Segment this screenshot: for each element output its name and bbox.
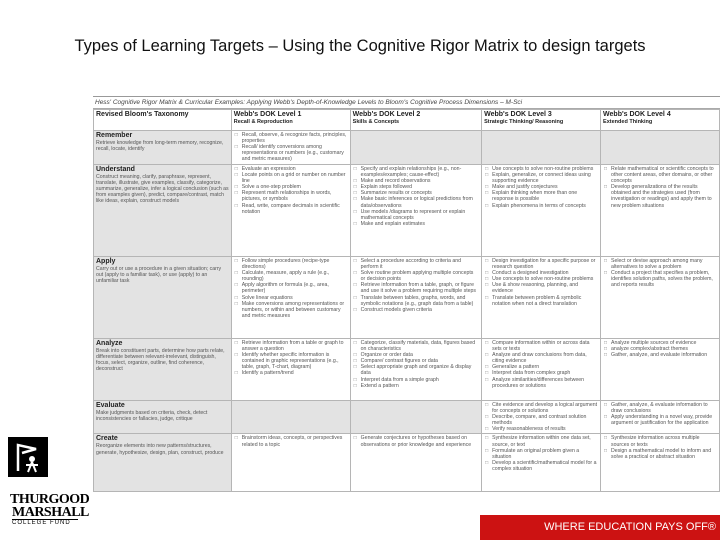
example-item: □ Cite evidence and develop a logical argument for concepts or solutions <box>492 402 598 414</box>
dok-1-cell <box>231 257 350 339</box>
example-item: □ Interpret data from complex graph <box>492 370 598 376</box>
matrix-row-evaluate <box>94 401 720 434</box>
example-item: □ Identify whether specific information is contained in graphic representations (e.g., table, graph, T-chart, diagram) <box>242 352 348 370</box>
example-item: □ Conduct a designed investigation <box>492 270 598 276</box>
example-item: □ Gather, analyze, & evaluate information to draw conclusions <box>611 402 717 414</box>
blooms-category-description: Retrieve knowledge from long-term memory, recognize, recall, locate, identify <box>96 140 224 153</box>
blooms-category-name: Evaluate <box>96 402 125 409</box>
example-list <box>353 435 479 447</box>
example-list <box>484 435 598 472</box>
flag-figure-icon <box>8 437 48 477</box>
dok-4-cell <box>601 131 720 165</box>
example-item: □ Explain thinking when more than one response is possible <box>492 190 598 202</box>
matrix-caption: Hess' Cognitive Rigor Matrix & Curricular Examples: Applying Webb's Depth-of-Knowledge Levels to Bloom's Cognitive Process Dimensions – M-Sci <box>93 97 720 109</box>
example-item: □ analyze complex/abstract themes <box>611 346 717 352</box>
example-item: □ Specify and explain relationships (e.g., non-examples/examples; cause-effect) <box>361 166 479 178</box>
example-item: □ Analyze similarities/differences between procedures or solutions <box>492 377 598 389</box>
example-item: □ Explain phenomena in terms of concepts <box>492 203 598 209</box>
header-blooms: Revised Bloom's Taxonomy <box>94 110 232 131</box>
example-item: □ Select appropriate graph and organize & display data <box>361 364 479 376</box>
example-item: □ Compare/ contrast figures or data <box>361 358 479 364</box>
example-item: □ Generalize a pattern <box>492 364 598 370</box>
example-item: □ Formulate an original problem given a situation <box>492 448 598 460</box>
dok-1-cell <box>231 165 350 257</box>
example-item: □ Use concepts to solve non-routine problems <box>492 276 598 282</box>
example-list <box>234 340 348 377</box>
dok-3-cell <box>482 434 601 492</box>
logo-line-1: THURGOOD <box>10 492 90 507</box>
example-item: □ Relate mathematical or scientific concepts to other content areas, other domains, or other concepts <box>611 166 717 184</box>
dok-4-cell <box>601 257 720 339</box>
example-item: □ Recall/ identify conversions among representations or numbers (e.g., customary and metric measures) <box>242 144 348 162</box>
dok-4-cell <box>601 339 720 401</box>
blooms-category-cell <box>94 434 232 492</box>
example-item: □ Analyze multiple sources of evidence <box>611 340 717 346</box>
dok-3-cell <box>482 165 601 257</box>
dok-2-cell <box>350 131 481 165</box>
footer-slogan: WHERE EDUCATION PAYS OFF® <box>544 521 716 533</box>
matrix-table <box>93 109 720 492</box>
example-item: □ Develop generalizations of the results obtained and the strategies used (from investigation or readings) and apply them to new problem situations <box>611 184 717 208</box>
dok-2-cell <box>350 434 481 492</box>
example-item: □ Construct models given criteria <box>361 307 479 313</box>
example-item: □ Categorize, classify materials, data, figures based on characteristics <box>361 340 479 352</box>
example-item: □ Verify reasonableness of results <box>492 426 598 432</box>
blooms-category-cell <box>94 131 232 165</box>
example-item: □ Calculate, measure, apply a rule (e.g., rounding) <box>242 270 348 282</box>
example-item: □ Translate between problem & symbolic notation when not a direct translation <box>492 295 598 307</box>
header-dok-1: Webb's DOK Level 1 Recall & Reproduction <box>231 110 350 131</box>
example-list <box>353 166 479 227</box>
matrix-row-apply <box>94 257 720 339</box>
footer-bar <box>480 515 720 540</box>
example-list <box>234 132 348 162</box>
example-item: □ Apply understanding in a novel way, provide argument or justification for the application <box>611 414 717 426</box>
dok-3-cell <box>482 131 601 165</box>
blooms-category-description: Make judgments based on criteria, check, detect inconsistencies or fallacies, judge, critique <box>96 410 208 423</box>
header-dok-4: Webb's DOK Level 4 Extended Thinking <box>601 110 720 131</box>
dok-4-cell <box>601 434 720 492</box>
example-item: □ Retrieve information from a table or graph to answer a question <box>242 340 348 352</box>
example-item: □ Make conversions among representations or numbers, or within and between customary and metric measures <box>242 301 348 319</box>
example-item: □ Synthesize information across multiple sources or texts <box>611 435 717 447</box>
example-list <box>603 402 717 426</box>
blooms-category-description: Break into constituent parts, determine how parts relate, differentiate between relevant-irrelevant, distinguish, focus, select, organize, outline, find coherence, deconstruct <box>96 348 225 373</box>
example-list <box>484 340 598 389</box>
example-item: □ Use models /diagrams to represent or explain mathematical concepts <box>361 209 479 221</box>
matrix-row-understand <box>94 165 720 257</box>
example-item: □ Design a mathematical model to inform and solve a practical or abstract situation <box>611 448 717 460</box>
example-item: □ Make and explain estimates <box>361 221 479 227</box>
example-item: □ Read, write, compare decimals in scientific notation <box>242 203 348 215</box>
dok-2-cell <box>350 401 481 434</box>
example-item: □ Conduct a project that specifies a problem, identifies solution paths, solves the problem, and reports results <box>611 270 717 288</box>
example-list <box>603 340 717 358</box>
example-item: □ Select or devise approach among many alternatives to solve a problem <box>611 258 717 270</box>
example-list <box>353 258 479 313</box>
example-item: □ Translate between tables, graphs, words, and symbolic notations (e.g., graph data from a table) <box>361 295 479 307</box>
example-list <box>484 166 598 209</box>
example-item: □ Represent math relationships in words, pictures, or symbols <box>242 190 348 202</box>
dok-1-cell <box>231 434 350 492</box>
example-list <box>234 258 348 319</box>
example-list <box>484 258 598 307</box>
example-item: □ Make and justify conjectures <box>492 184 598 190</box>
example-list <box>353 340 479 389</box>
matrix-row-analyze <box>94 339 720 401</box>
example-item: □ Organize or order data <box>361 352 479 358</box>
slide-title: Types of Learning Targets – Using the Cognitive Rigor Matrix to design targets <box>74 37 646 55</box>
blooms-category-name: Apply <box>96 258 116 265</box>
dok-4-cell <box>601 401 720 434</box>
blooms-category-name: Remember <box>96 132 133 139</box>
example-item: □ Extend a pattern <box>361 383 479 389</box>
example-item: □ Follow simple procedures (recipe-type directions) <box>242 258 348 270</box>
header-dok-3: Webb's DOK Level 3 Strategic Thinking/ Reasoning <box>482 110 601 131</box>
matrix-row-remember <box>94 131 720 165</box>
blooms-category-description: Reorganize elements into new patterns/structures, generate, hypothesize, design, plan, construct, produce <box>96 443 224 456</box>
blooms-category-cell <box>94 165 232 257</box>
example-item: □ Locate points on a grid or number on number line <box>242 172 348 184</box>
dok-3-cell <box>482 401 601 434</box>
example-list <box>234 435 348 447</box>
dok-3-cell <box>482 339 601 401</box>
cognitive-rigor-matrix <box>93 96 720 527</box>
example-item: □ Design investigation for a specific purpose or research question <box>492 258 598 270</box>
example-item: □ Brainstorm ideas, concepts, or perspectives related to a topic <box>242 435 348 447</box>
example-item: □ Select a procedure according to criteria and perform it <box>361 258 479 270</box>
example-item: □ Make and record observations <box>361 178 479 184</box>
blooms-category-description: Carry out or use a procedure in a given situation; carry out (apply to a familiar task), or use (apply) to an unfamiliar task <box>96 266 222 285</box>
example-item: □ Evaluate an expression <box>242 166 348 172</box>
example-item: □ Make basic inferences or logical predictions from data/observations <box>361 196 479 208</box>
dok-1-cell <box>231 131 350 165</box>
example-item: □ Develop a scientific/mathematical model for a complex situation <box>492 460 598 472</box>
example-list <box>234 166 348 215</box>
dok-1-cell <box>231 401 350 434</box>
example-item: □ Apply algorithm or formula (e.g., area, perimeter) <box>242 282 348 294</box>
dok-2-cell <box>350 339 481 401</box>
example-item: □ Use & show reasoning, planning, and evidence <box>492 282 598 294</box>
example-item: □ Analyze and draw conclusions from data, citing evidence <box>492 352 598 364</box>
header-dok-2: Webb's DOK Level 2 Skills & Concepts <box>350 110 481 131</box>
example-item: □ Solve linear equations <box>242 295 348 301</box>
blooms-category-description: Construct meaning, clarify, paraphrase, represent, translate, illustrate, give examples, classify, categorize, summarize, generalize, infer a logical conclusion (such as from examples given), predict, compare/contrast, match like ideas, explain, construct models <box>96 174 229 205</box>
example-item: □ Use concepts to solve non-routine problems <box>492 166 598 172</box>
example-list <box>484 402 598 432</box>
example-item: □ Retrieve information from a table, graph, or figure and use it solve a problem requiring multiple steps <box>361 282 479 294</box>
example-list <box>603 258 717 288</box>
blooms-category-name: Create <box>96 435 118 443</box>
blooms-category-cell <box>94 401 232 434</box>
dok-3-cell <box>482 257 601 339</box>
blooms-category-name: Understand <box>96 166 135 173</box>
blooms-category-name: Analyze <box>96 340 123 347</box>
example-item: □ Interpret data from a simple graph <box>361 377 479 383</box>
blooms-category-cell <box>94 257 232 339</box>
example-item: □ Gather, analyze, and evaluate information <box>611 352 717 358</box>
example-item: □ Identify a pattern/trend <box>242 370 348 376</box>
example-item: □ Solve a one-step problem <box>242 184 348 190</box>
example-item: □ Summarize results or concepts <box>361 190 479 196</box>
matrix-row-create <box>94 434 720 492</box>
example-item: □ Explain steps followed <box>361 184 479 190</box>
blooms-category-cell <box>94 339 232 401</box>
example-list <box>603 435 717 459</box>
example-list <box>603 166 717 209</box>
logo-line-3: COLLEGE FUND <box>12 519 78 526</box>
matrix-header-row <box>94 110 720 131</box>
example-item: □ Explain, generalize, or connect ideas using supporting evidence <box>492 172 598 184</box>
dok-4-cell <box>601 165 720 257</box>
example-item: □ Describe, compare, and contrast solution methods <box>492 414 598 426</box>
example-item: □ Generate conjectures or hypotheses based on observations or prior knowledge and experience <box>361 435 479 447</box>
example-item: □ Recall, observe, & recognize facts, principles, properties <box>242 132 348 144</box>
dok-2-cell <box>350 165 481 257</box>
dok-2-cell <box>350 257 481 339</box>
logo-line-2: MARSHALL <box>12 505 89 520</box>
example-item: □ Compare information within or across data sets or texts <box>492 340 598 352</box>
example-item: □ Synthesize information within one data set, source, or text <box>492 435 598 447</box>
example-item: □ Solve routine problem applying multiple concepts or decision points <box>361 270 479 282</box>
dok-1-cell <box>231 339 350 401</box>
